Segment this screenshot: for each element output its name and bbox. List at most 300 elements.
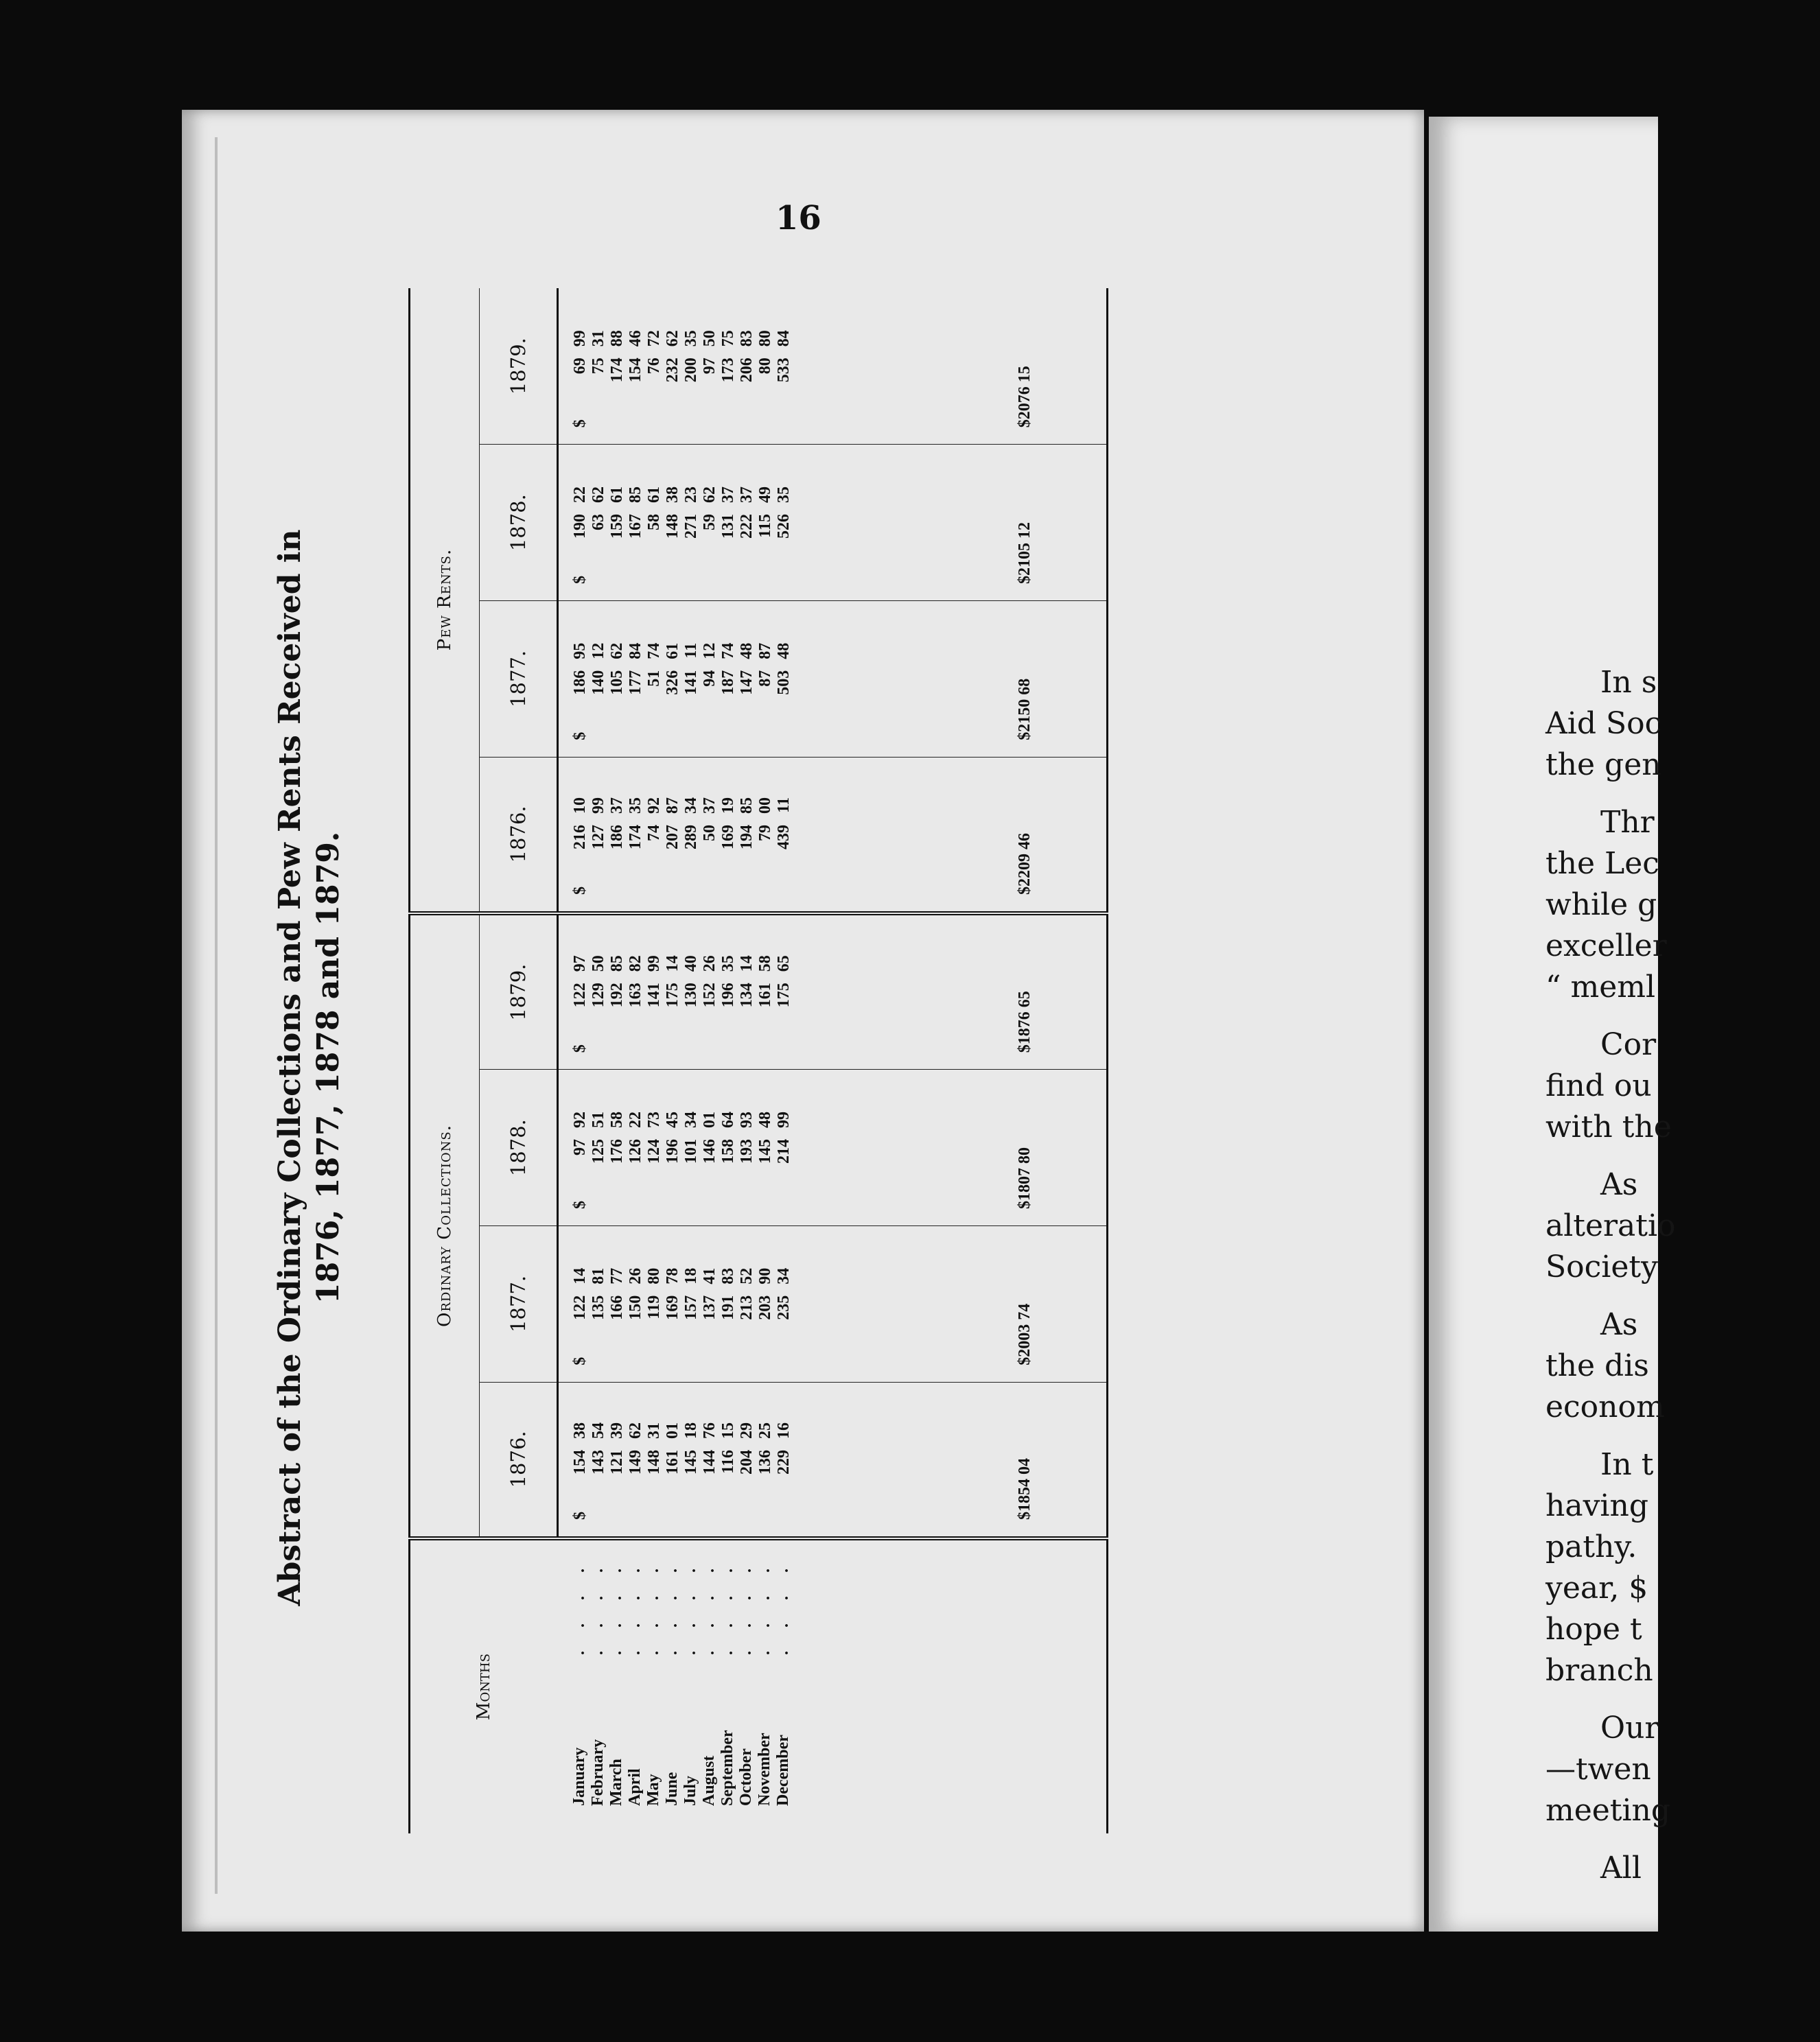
amount-cents: 19 — [719, 797, 737, 814]
year-header: 1877. — [480, 1226, 558, 1383]
amount-cents: 37 — [701, 797, 719, 814]
amount-dollars: 105 — [608, 670, 626, 695]
amount-dollars: 127 — [590, 825, 607, 849]
month-row — [644, 1540, 663, 1806]
amount-cents: 01 — [664, 1422, 681, 1439]
text-line: Society — [1545, 1249, 1658, 1284]
year-header: 1877. — [480, 601, 558, 758]
text-line: having — [1545, 1488, 1649, 1523]
amount-dollars: 159 — [608, 514, 626, 539]
amount-row — [664, 955, 682, 1053]
amount-cents: 26 — [701, 955, 719, 972]
amount-row — [571, 1422, 590, 1520]
amount-cents: 84 — [775, 330, 793, 347]
amount-dollars: 166 — [608, 1295, 626, 1320]
amount-dollars: 50 — [701, 825, 719, 841]
amount-row — [590, 955, 608, 1053]
amount-cents: 82 — [627, 955, 644, 972]
amount-dollars: 174 — [627, 825, 644, 849]
amount-cents: 37 — [608, 797, 626, 814]
text-line: econom — [1545, 1389, 1665, 1424]
amount-row — [664, 1422, 682, 1520]
amount-dollars: 137 — [701, 1295, 719, 1320]
amount-dollars: 186 — [608, 825, 626, 849]
ordinary-1879-column — [558, 913, 1005, 1070]
table-title-line-2: 1876, 1877, 1878 and 1879. — [311, 831, 346, 1304]
text-line: pathy. — [1545, 1529, 1637, 1564]
amount-dollars: 141 — [682, 670, 700, 695]
amount-row — [664, 643, 682, 740]
amount-dollars: 58 — [645, 514, 663, 530]
month-row — [774, 1540, 793, 1806]
amount-dollars: 130 — [682, 983, 700, 1008]
dot-leader: . . . . — [718, 1559, 736, 1655]
amount-cents: 15 — [719, 1422, 737, 1439]
amount-row — [682, 1268, 701, 1365]
amount-dollars: 97 — [701, 357, 719, 375]
table-frame — [408, 288, 1108, 1833]
month-row — [700, 1540, 719, 1806]
amount-row — [775, 1112, 793, 1209]
amount-cents: 87 — [756, 642, 774, 659]
amount-cents: 50 — [590, 955, 607, 972]
table-title — [271, 288, 348, 1847]
amount-dollars: 122 — [571, 983, 589, 1008]
amount-dollars: 194 — [738, 825, 756, 849]
amount-cents: 11 — [775, 797, 793, 813]
amount-dollars: 136 — [756, 1450, 774, 1475]
amount-cents: 85 — [627, 486, 644, 503]
amount-row — [682, 1422, 701, 1520]
amount-cents: 01 — [701, 1112, 719, 1128]
amount-dollars: 216 — [571, 825, 589, 849]
month-row — [681, 1540, 700, 1806]
amount-cents: 80 — [756, 330, 774, 347]
ordinary-totals-1876: $1854 04 — [1005, 1382, 1108, 1538]
amount-row — [590, 1268, 608, 1365]
amount-cents: 99 — [571, 330, 589, 347]
amount-dollars: 69 — [571, 357, 589, 375]
amount-row — [719, 1268, 738, 1365]
amount-cents: 83 — [738, 330, 756, 347]
dollar-sign: $ — [571, 576, 589, 584]
amount-dollars: 144 — [701, 1450, 719, 1475]
paragraph-gap — [1545, 1831, 1820, 1848]
amount-cents: 38 — [571, 1422, 589, 1439]
amount-dollars: 289 — [682, 825, 700, 849]
amount-row — [664, 1112, 682, 1209]
text-line: the dis — [1545, 1348, 1649, 1383]
amount-cents: 93 — [738, 1112, 756, 1128]
amount-cents: 29 — [738, 1422, 756, 1439]
amount-dollars: 206 — [738, 357, 756, 383]
amount-row — [775, 643, 793, 740]
amount-dollars: 145 — [682, 1450, 700, 1475]
amount-dollars: 203 — [756, 1295, 774, 1320]
amount-cents: 52 — [738, 1267, 756, 1284]
amount-dollars: 101 — [682, 1139, 700, 1164]
amount-row — [738, 955, 756, 1053]
amount-row — [775, 955, 793, 1053]
months-header: Months — [410, 1538, 558, 1833]
month-row — [607, 1540, 626, 1806]
amount-cents: 54 — [590, 1422, 607, 1439]
text-line: branch — [1545, 1653, 1653, 1688]
page-edge — [215, 137, 218, 1894]
text-line: Our — [1600, 1711, 1659, 1746]
amount-dollars: 126 — [627, 1139, 644, 1164]
amount-cents: 14 — [738, 955, 756, 972]
months-column — [558, 1538, 1005, 1833]
amount-dollars: 150 — [627, 1295, 644, 1320]
dollar-sign: $ — [571, 1357, 589, 1365]
amount-row — [590, 1112, 608, 1209]
dot-leader: . . . . — [736, 1559, 755, 1655]
dot-leader: . . . . — [607, 1559, 625, 1655]
amount-row — [756, 955, 775, 1053]
amount-dollars: 124 — [645, 1139, 663, 1164]
amount-row — [627, 955, 645, 1053]
amount-cents: 46 — [627, 330, 644, 347]
amount-cents: 62 — [701, 486, 719, 503]
amount-dollars: 214 — [775, 1139, 793, 1164]
amount-row — [775, 1422, 793, 1520]
amount-cents: 61 — [608, 486, 626, 503]
dollar-sign: $ — [571, 1201, 589, 1209]
amount-cents: 48 — [756, 1112, 774, 1128]
pew-totals-1877: $2150 68 — [1005, 601, 1108, 758]
pew-totals-1879: $2076 15 — [1005, 288, 1108, 445]
amount-cents: 22 — [627, 1112, 644, 1128]
amount-cents: 18 — [682, 1422, 700, 1439]
pew-1876-column — [558, 757, 1005, 913]
amount-dollars: 94 — [701, 670, 719, 687]
amount-dollars: 196 — [664, 1139, 681, 1164]
amount-list — [571, 643, 793, 757]
amount-row — [571, 486, 590, 584]
amount-dollars: 271 — [682, 514, 700, 539]
amount-cents: 00 — [756, 797, 774, 814]
amount-row — [664, 797, 682, 895]
amount-cents: 14 — [571, 1267, 589, 1284]
ordinary-totals-1877: $2003 74 — [1005, 1226, 1108, 1383]
paragraph-gap — [1545, 786, 1820, 802]
amount-dollars: 154 — [571, 1450, 589, 1475]
amount-row — [627, 1422, 645, 1520]
month-name: August — [699, 1755, 718, 1806]
amount-row — [756, 330, 775, 427]
amount-dollars: 134 — [738, 983, 756, 1008]
amount-cents: 95 — [571, 642, 589, 659]
amount-row — [608, 1268, 627, 1365]
amount-row — [719, 1112, 738, 1209]
amount-row — [719, 955, 738, 1053]
month-name: February — [588, 1739, 607, 1806]
amount-dollars: 115 — [756, 514, 774, 538]
amount-cents: 35 — [627, 797, 644, 814]
amount-row — [571, 1112, 590, 1209]
pew-totals-1876: $2209 46 — [1005, 757, 1108, 913]
amount-cents: 64 — [719, 1112, 737, 1128]
amount-dollars: 439 — [775, 825, 793, 849]
amount-cents: 37 — [738, 486, 756, 503]
amount-row — [682, 330, 701, 427]
table-title-line-1: Abstract of the Ordinary Collections and Pew Rents Received in — [272, 529, 307, 1606]
amount-dollars: 129 — [590, 983, 607, 1008]
abstract-table — [408, 288, 1108, 1833]
amount-row — [756, 1268, 775, 1365]
amount-cents: 65 — [775, 955, 793, 972]
amount-cents: 12 — [590, 642, 607, 659]
amount-row — [756, 486, 775, 584]
dollar-sign: $ — [571, 419, 589, 428]
year-header: 1876. — [480, 757, 558, 913]
amount-cents: 49 — [756, 486, 774, 503]
rotated-table-region — [271, 288, 1108, 1847]
amount-cents: 14 — [664, 955, 681, 972]
dollar-sign: $ — [571, 1512, 589, 1520]
amount-dollars: 187 — [719, 670, 737, 695]
amount-row — [627, 643, 645, 740]
amount-dollars: 76 — [645, 357, 663, 375]
amount-cents: 75 — [719, 330, 737, 347]
amount-row — [682, 486, 701, 584]
right-page-text — [1545, 662, 1820, 1889]
month-row — [663, 1540, 681, 1806]
amount-dollars: 152 — [701, 983, 719, 1008]
amount-cents: 90 — [756, 1267, 774, 1284]
amount-row — [645, 797, 664, 895]
amount-dollars: 135 — [590, 1295, 607, 1320]
amount-cents: 77 — [608, 1267, 626, 1284]
text-line: Aid Soc — [1545, 706, 1662, 741]
text-line: In t — [1600, 1447, 1654, 1482]
amount-dollars: 161 — [756, 983, 774, 1008]
amount-row — [719, 1422, 738, 1520]
amount-cents: 35 — [682, 330, 700, 347]
text-line: meeting — [1545, 1793, 1671, 1828]
amount-dollars: 87 — [756, 670, 774, 687]
amount-cents: 72 — [645, 330, 663, 347]
dollar-sign: $ — [571, 731, 589, 740]
amount-row — [571, 955, 590, 1053]
dot-leader: . . . . — [588, 1559, 607, 1655]
ordinary-totals-1878: $1807 80 — [1005, 1070, 1108, 1226]
amount-row — [645, 486, 664, 584]
amount-cents: 25 — [756, 1422, 774, 1439]
month-name: April — [625, 1768, 644, 1806]
amount-cents: 48 — [775, 642, 793, 659]
amount-cents: 34 — [682, 797, 700, 814]
paragraph-gap — [1545, 1148, 1820, 1164]
amount-cents: 62 — [608, 642, 626, 659]
paragraph-gap — [1545, 1428, 1820, 1444]
amount-dollars: 193 — [738, 1139, 756, 1164]
amount-row — [738, 797, 756, 895]
amount-row — [645, 1268, 664, 1365]
text-line: the Lec — [1545, 846, 1659, 881]
amount-row — [590, 643, 608, 740]
amount-cents: 31 — [590, 330, 607, 347]
month-name: September — [718, 1730, 736, 1806]
amount-cents: 18 — [682, 1267, 700, 1284]
amount-row — [756, 797, 775, 895]
amount-cents: 62 — [590, 486, 607, 503]
amount-cents: 50 — [701, 330, 719, 347]
amount-cents: 39 — [608, 1422, 626, 1439]
amount-list — [571, 1268, 793, 1382]
amount-cents: 61 — [645, 486, 663, 503]
amount-row — [701, 1268, 719, 1365]
amount-cents: 23 — [682, 486, 700, 503]
amount-row — [627, 797, 645, 895]
amount-dollars: 526 — [775, 514, 793, 539]
amount-dollars: 175 — [664, 983, 681, 1008]
amount-row — [701, 643, 719, 740]
month-row — [589, 1540, 607, 1806]
amount-cents: 35 — [719, 955, 737, 972]
amount-row — [682, 643, 701, 740]
text-line: hope t — [1545, 1612, 1642, 1647]
amount-cents: 62 — [627, 1422, 644, 1439]
amount-row — [590, 797, 608, 895]
month-name: October — [736, 1748, 755, 1806]
amount-row — [664, 1268, 682, 1365]
amount-cents: 35 — [775, 486, 793, 503]
amount-row — [701, 1422, 719, 1520]
amount-row — [608, 1422, 627, 1520]
amount-dollars: 232 — [664, 357, 681, 383]
amount-dollars: 116 — [719, 1450, 737, 1474]
dollar-sign: $ — [571, 887, 589, 895]
month-row — [626, 1540, 644, 1806]
amount-row — [738, 643, 756, 740]
amount-dollars: 125 — [590, 1139, 607, 1164]
amount-dollars: 157 — [682, 1295, 700, 1320]
amount-row — [682, 797, 701, 895]
amount-row — [627, 1268, 645, 1365]
amount-row — [738, 1268, 756, 1365]
amount-row — [571, 1268, 590, 1365]
amount-cents: 26 — [627, 1267, 644, 1284]
amount-cents: 45 — [664, 1112, 681, 1128]
amount-row — [645, 1422, 664, 1520]
amount-row — [738, 1112, 756, 1209]
amount-cents: 97 — [571, 955, 589, 972]
amount-row — [608, 643, 627, 740]
dot-leader: . . . . — [662, 1559, 681, 1655]
text-line: Cor — [1600, 1027, 1657, 1062]
dot-leader: . . . . — [570, 1559, 588, 1655]
month-name: June — [662, 1772, 681, 1806]
amount-cents: 62 — [664, 330, 681, 347]
amount-dollars: 80 — [756, 357, 774, 375]
amount-dollars: 148 — [645, 1450, 663, 1475]
amount-dollars: 533 — [775, 357, 793, 383]
amount-dollars: 174 — [608, 357, 626, 383]
amount-row — [608, 486, 627, 584]
amount-cents: 22 — [571, 486, 589, 503]
amount-row — [608, 955, 627, 1053]
amount-dollars: 176 — [608, 1139, 626, 1164]
amount-cents: 88 — [608, 330, 626, 347]
amount-cents: 85 — [738, 797, 756, 814]
amount-cents: 31 — [645, 1422, 663, 1439]
amount-dollars: 235 — [775, 1295, 793, 1320]
amount-cents: 84 — [627, 642, 644, 659]
amount-cents: 41 — [701, 1267, 719, 1284]
amount-dollars: 51 — [645, 670, 663, 687]
amount-row — [701, 797, 719, 895]
amount-row — [701, 330, 719, 427]
amount-row — [664, 486, 682, 584]
right-page — [1429, 117, 1676, 1932]
amount-row — [775, 330, 793, 427]
amount-dollars: 173 — [719, 357, 737, 383]
ordinary-1877-column — [558, 1226, 1005, 1383]
text-line: In s — [1600, 665, 1657, 700]
amount-row — [756, 643, 775, 740]
amount-list — [571, 955, 793, 1069]
paragraph-gap — [1545, 1691, 1820, 1708]
amount-dollars: 161 — [664, 1450, 681, 1475]
month-name: November — [755, 1733, 773, 1806]
amount-cents: 40 — [682, 955, 700, 972]
amount-cents: 76 — [701, 1422, 719, 1439]
year-header: 1879. — [480, 288, 558, 445]
amount-dollars: 59 — [701, 514, 719, 530]
amount-row — [701, 486, 719, 584]
amount-dollars: 192 — [608, 983, 626, 1008]
amount-row — [627, 330, 645, 427]
pew-1878-column — [558, 445, 1005, 601]
amount-cents: 51 — [590, 1112, 607, 1128]
amount-cents: 73 — [645, 1112, 663, 1128]
ordinary-1878-column — [558, 1070, 1005, 1226]
amount-row — [627, 486, 645, 584]
amount-cents: 74 — [645, 642, 663, 659]
amount-cents: 12 — [701, 642, 719, 659]
amount-row — [590, 1422, 608, 1520]
pew-totals-1878: $2105 12 — [1005, 445, 1108, 601]
amount-dollars: 75 — [590, 357, 607, 375]
amount-dollars: 213 — [738, 1295, 756, 1320]
amount-cents: 38 — [664, 486, 681, 503]
amount-dollars: 503 — [775, 670, 793, 695]
amount-row — [664, 330, 682, 427]
amount-row — [701, 955, 719, 1053]
year-header: 1879. — [480, 913, 558, 1070]
text-line: “ meml — [1545, 970, 1656, 1005]
amount-row — [701, 1112, 719, 1209]
text-line: with the — [1545, 1110, 1672, 1145]
amount-dollars: 143 — [590, 1450, 607, 1475]
amount-dollars: 177 — [627, 670, 644, 695]
ordinary-collections-header: Ordinary Collections. — [410, 913, 480, 1538]
dot-leader: . . . . — [773, 1559, 792, 1655]
amount-row — [719, 330, 738, 427]
amount-dollars: 140 — [590, 670, 607, 695]
amount-dollars: 141 — [645, 983, 663, 1008]
amount-cents: 10 — [571, 797, 589, 814]
text-line: As — [1600, 1307, 1638, 1342]
amount-dollars: 154 — [627, 357, 644, 383]
amount-dollars: 207 — [664, 825, 681, 849]
amount-list — [571, 797, 793, 911]
amount-dollars: 147 — [738, 670, 756, 695]
amount-cents: 58 — [756, 955, 774, 972]
amount-row — [645, 955, 664, 1053]
